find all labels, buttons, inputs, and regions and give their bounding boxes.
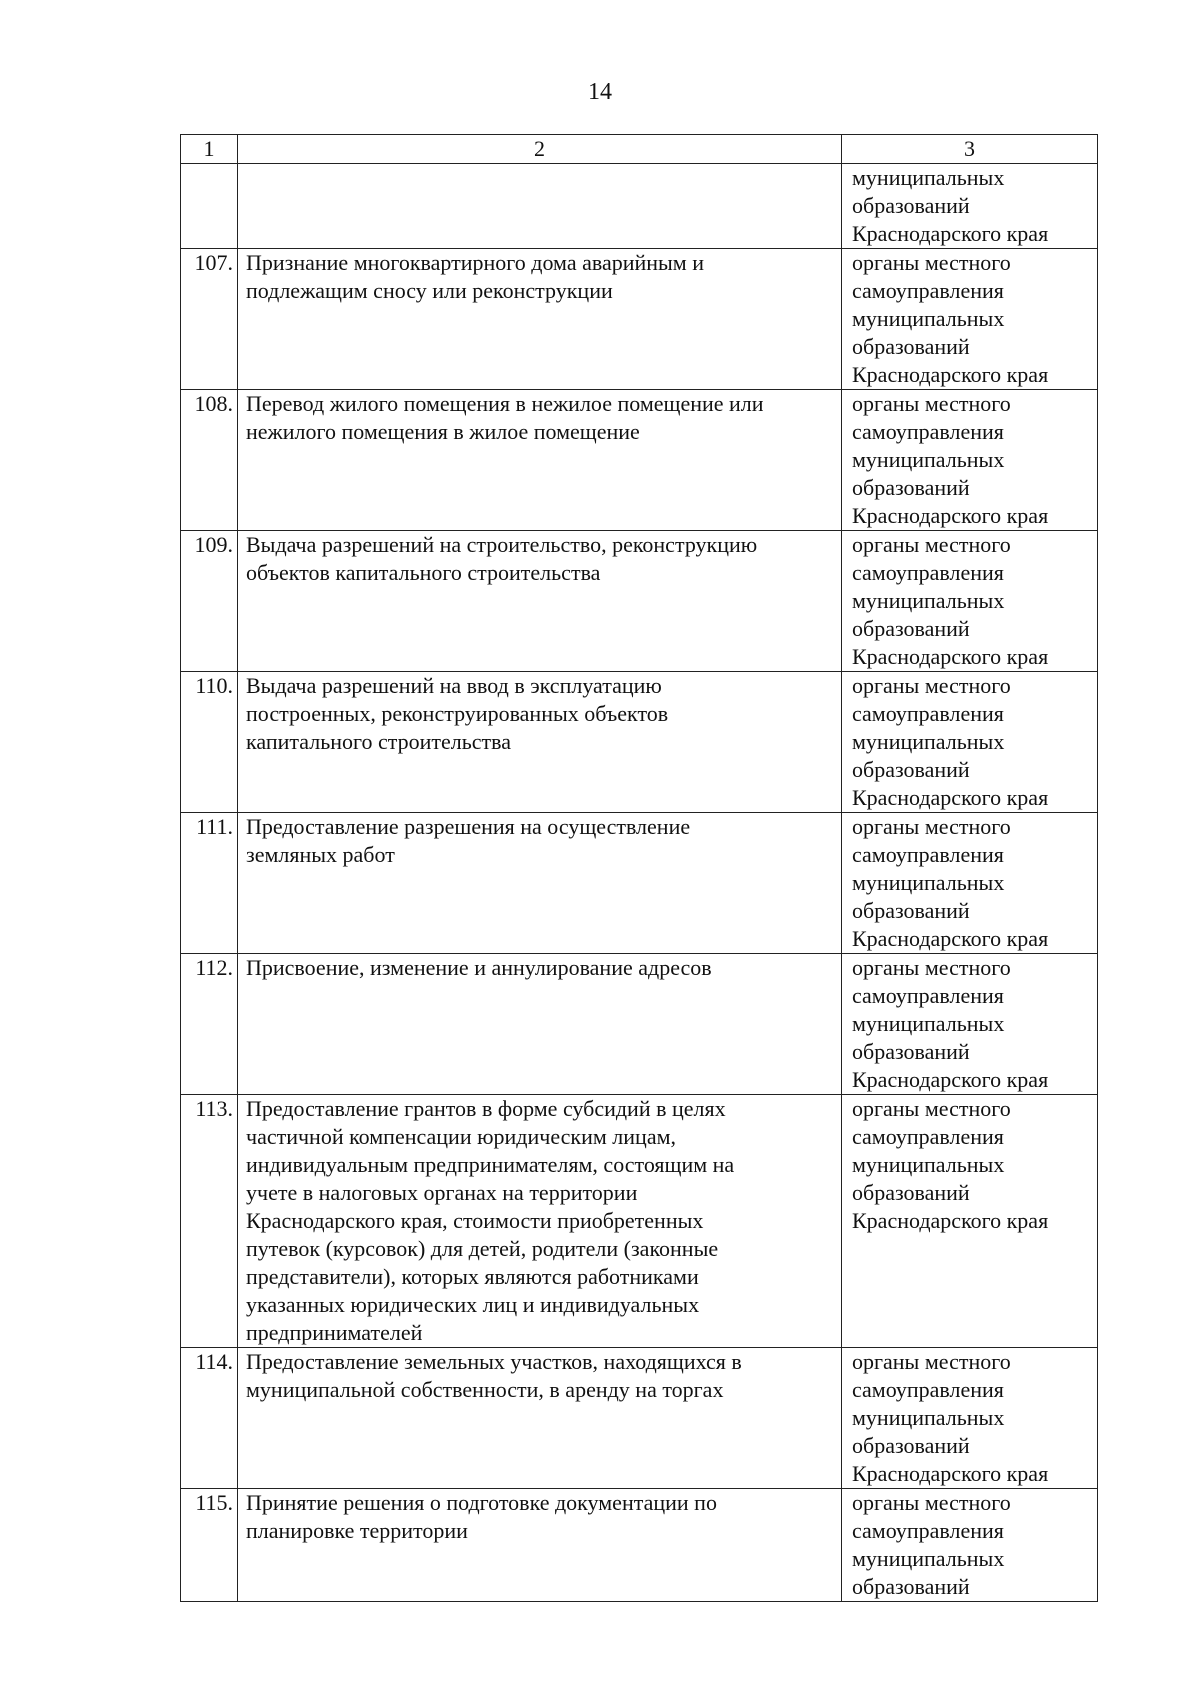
- authority-line: муниципальных: [852, 1152, 1005, 1177]
- row-service: [238, 164, 842, 249]
- authority-line: образований: [852, 1039, 970, 1064]
- page-number: 14: [588, 79, 612, 105]
- authority-line: Краснодарского края: [852, 785, 1049, 810]
- authority-line: Краснодарского края: [852, 644, 1049, 669]
- authority-line: самоуправления: [852, 1124, 1004, 1149]
- row-authority: [842, 1095, 1098, 1348]
- row-service: [238, 813, 842, 954]
- authority-line: муниципальных: [852, 1405, 1005, 1430]
- row-number: 112.: [181, 954, 238, 1095]
- row-service: [238, 672, 842, 813]
- authority-line: образований: [852, 1180, 970, 1205]
- service-line: Выдача разрешений на ввод в эксплуатацию: [246, 673, 662, 698]
- service-line: капитального строительства: [246, 729, 512, 754]
- row-authority: [842, 1348, 1098, 1489]
- service-line: учете в налоговых органах на территории: [246, 1180, 638, 1205]
- authority-line: органы местного: [852, 1490, 1011, 1515]
- service-line: Принятие решения о подготовке документации по: [246, 1490, 717, 1515]
- row-authority: [842, 390, 1098, 531]
- authority-line: муниципальных: [852, 1011, 1005, 1036]
- row-authority: [842, 249, 1098, 390]
- table-row: [181, 249, 1098, 390]
- row-authority: [842, 672, 1098, 813]
- authority-line: органы местного: [852, 1096, 1011, 1121]
- row-number: 107.: [181, 249, 238, 390]
- table-row: [181, 813, 1098, 954]
- authority-line: органы местного: [852, 250, 1011, 275]
- column-header-service: 2: [238, 135, 842, 164]
- service-line: построенных, реконструированных объектов: [246, 701, 669, 726]
- authority-line: образований: [852, 193, 970, 218]
- row-number: 110.: [181, 672, 238, 813]
- row-authority: [842, 531, 1098, 672]
- row-service: [238, 531, 842, 672]
- authority-line: образований: [852, 1433, 970, 1458]
- table-row: [181, 390, 1098, 531]
- row-service: [238, 1348, 842, 1489]
- authority-line: образований: [852, 757, 970, 782]
- table-row: [181, 672, 1098, 813]
- row-number: 115.: [181, 1489, 238, 1602]
- authority-line: самоуправления: [852, 560, 1004, 585]
- authority-line: муниципальных: [852, 1546, 1005, 1571]
- service-line: предпринимателей: [246, 1320, 423, 1345]
- authority-line: Краснодарского края: [852, 1461, 1049, 1486]
- service-line: планировке территории: [246, 1518, 468, 1543]
- service-line: Присвоение, изменение и аннулирование адресов: [246, 955, 712, 980]
- table-row-continuation: [181, 164, 1098, 249]
- authority-line: самоуправления: [852, 278, 1004, 303]
- service-line: подлежащим сносу или реконструкции: [246, 278, 613, 303]
- authority-line: самоуправления: [852, 419, 1004, 444]
- service-line: Признание многоквартирного дома аварийным и: [246, 250, 705, 275]
- authority-line: муниципальных: [852, 729, 1005, 754]
- authority-line: Краснодарского края: [852, 362, 1049, 387]
- service-line: Выдача разрешений на строительство, реконструкцию: [246, 532, 758, 557]
- authority-line: органы местного: [852, 673, 1011, 698]
- authority-line: образований: [852, 898, 970, 923]
- row-authority: [842, 813, 1098, 954]
- service-line: нежилого помещения в жилое помещение: [246, 419, 640, 444]
- authority-line: органы местного: [852, 391, 1011, 416]
- service-line: Перевод жилого помещения в нежилое помещение или: [246, 391, 764, 416]
- service-line: Предоставление грантов в форме субсидий в целях: [246, 1096, 726, 1121]
- row-number: 109.: [181, 531, 238, 672]
- authority-line: муниципальных: [852, 165, 1005, 190]
- row-number: [181, 164, 238, 249]
- table-row: [181, 531, 1098, 672]
- column-header-number: 1: [181, 135, 238, 164]
- service-line: Краснодарского края, стоимости приобретенных: [246, 1208, 704, 1233]
- authority-line: муниципальных: [852, 588, 1005, 613]
- row-service: [238, 390, 842, 531]
- service-line: частичной компенсации юридическим лицам,: [246, 1124, 677, 1149]
- service-line: Предоставление земельных участков, находящихся в: [246, 1349, 742, 1374]
- table-row: [181, 954, 1098, 1095]
- row-number: 114.: [181, 1348, 238, 1489]
- service-line: земляных работ: [246, 842, 395, 867]
- authority-line: образований: [852, 334, 970, 359]
- authority-line: Краснодарского края: [852, 926, 1049, 951]
- service-line: муниципальной собственности, в аренду на торгах: [246, 1377, 724, 1402]
- row-service: [238, 1095, 842, 1348]
- table-row: [181, 1348, 1098, 1489]
- authority-line: Краснодарского края: [852, 1208, 1049, 1233]
- table-header-row: [181, 135, 1098, 164]
- service-line: путевок (курсовок) для детей, родители (законные: [246, 1236, 719, 1261]
- authority-line: самоуправления: [852, 842, 1004, 867]
- table-body: [181, 164, 1098, 1602]
- authority-line: самоуправления: [852, 1377, 1004, 1402]
- row-authority: [842, 164, 1098, 249]
- authority-line: Краснодарского края: [852, 1067, 1049, 1092]
- authority-line: органы местного: [852, 1349, 1011, 1374]
- row-service: [238, 954, 842, 1095]
- row-number: 108.: [181, 390, 238, 531]
- authority-line: самоуправления: [852, 1518, 1004, 1543]
- authority-line: органы местного: [852, 814, 1011, 839]
- service-line: индивидуальным предпринимателям, состоящим на: [246, 1152, 735, 1177]
- row-service: [238, 249, 842, 390]
- authority-line: органы местного: [852, 955, 1011, 980]
- service-line: объектов капитального строительства: [246, 560, 601, 585]
- table-row: [181, 1489, 1098, 1602]
- services-table: [180, 134, 1098, 1602]
- row-authority: [842, 954, 1098, 1095]
- row-number: 113.: [181, 1095, 238, 1348]
- authority-line: образований: [852, 1574, 970, 1599]
- authority-line: органы местного: [852, 532, 1011, 557]
- authority-line: муниципальных: [852, 447, 1005, 472]
- authority-line: самоуправления: [852, 701, 1004, 726]
- service-line: представители), которых являются работниками: [246, 1264, 699, 1289]
- row-service: [238, 1489, 842, 1602]
- row-authority: [842, 1489, 1098, 1602]
- authority-line: образований: [852, 475, 970, 500]
- service-line: указанных юридических лиц и индивидуальных: [246, 1292, 700, 1317]
- authority-line: муниципальных: [852, 870, 1005, 895]
- authority-line: Краснодарского края: [852, 221, 1049, 246]
- row-number: 111.: [181, 813, 238, 954]
- authority-line: образований: [852, 616, 970, 641]
- column-header-authority: 3: [842, 135, 1098, 164]
- authority-line: Краснодарского края: [852, 503, 1049, 528]
- table-row: [181, 1095, 1098, 1348]
- authority-line: муниципальных: [852, 306, 1005, 331]
- service-line: Предоставление разрешения на осуществление: [246, 814, 691, 839]
- authority-line: самоуправления: [852, 983, 1004, 1008]
